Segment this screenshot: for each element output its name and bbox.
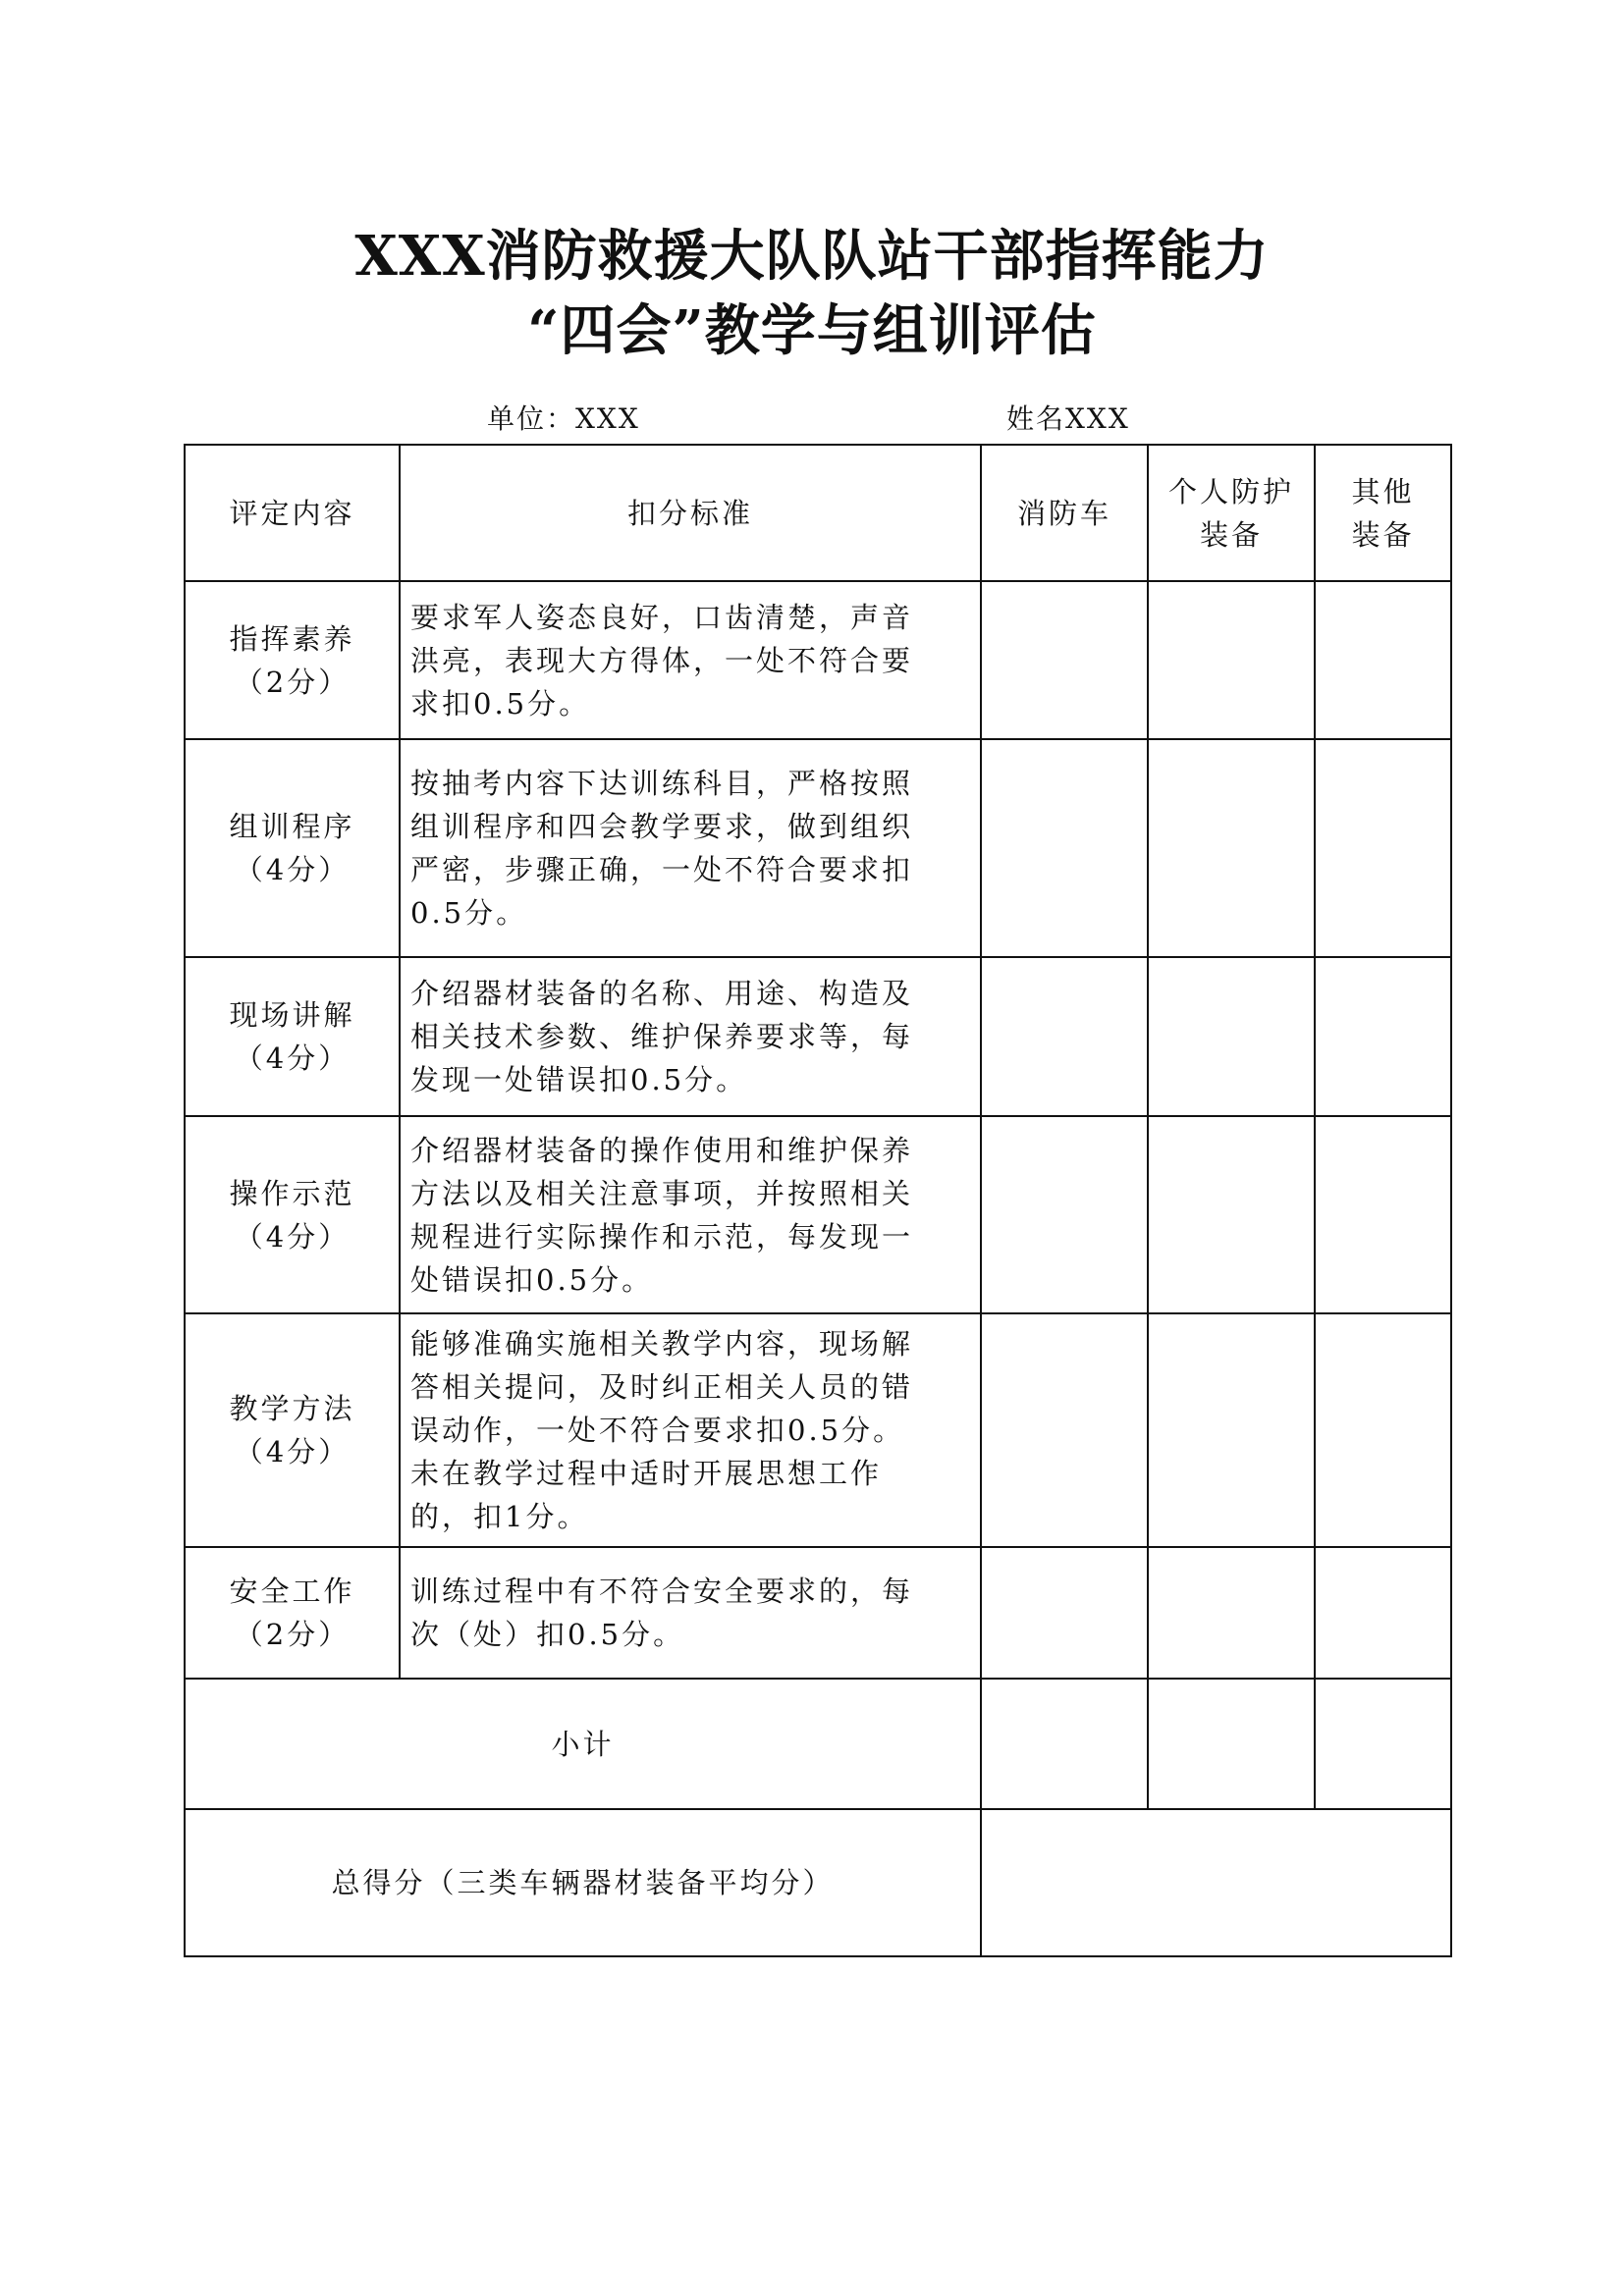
header-item: 评定内容 bbox=[185, 445, 400, 581]
score-personal-equipment-cell[interactable] bbox=[1148, 739, 1315, 957]
subtotal-label: 小计 bbox=[185, 1679, 981, 1809]
score-personal-equipment-cell[interactable] bbox=[1148, 1313, 1315, 1547]
score-personal-equipment-cell[interactable] bbox=[1148, 581, 1315, 739]
header-personal-equipment bbox=[1148, 445, 1315, 581]
criterion-cell bbox=[185, 957, 400, 1116]
standard-line: 方法以及相关注意事项，并按照相关 bbox=[410, 1176, 914, 1210]
standard-line: 次（处）扣0.5分。 bbox=[410, 1618, 685, 1651]
table-row bbox=[185, 957, 1451, 1116]
criterion-name: 指挥素养 bbox=[229, 621, 355, 656]
standard-line: 能够准确实施相关教学内容，现场解 bbox=[410, 1327, 914, 1361]
deduction-standard bbox=[400, 1547, 981, 1679]
deduction-standard bbox=[400, 581, 981, 739]
criterion-points: （2分） bbox=[234, 665, 351, 699]
score-other-equipment-cell[interactable] bbox=[1315, 1313, 1451, 1547]
criterion-name: 安全工作 bbox=[229, 1575, 355, 1608]
standard-line: 训练过程中有不符合安全要求的，每 bbox=[410, 1575, 914, 1608]
criterion-cell bbox=[185, 1313, 400, 1547]
criterion-name: 操作示范 bbox=[229, 1176, 355, 1210]
criterion-cell bbox=[185, 1547, 400, 1679]
score-fire-truck-cell[interactable] bbox=[981, 1547, 1148, 1679]
criterion-name: 教学方法 bbox=[229, 1392, 355, 1425]
header-text: 个人防护 bbox=[1167, 474, 1294, 508]
name-label: 姓名XXX bbox=[1006, 402, 1130, 435]
criterion-points: （4分） bbox=[234, 853, 351, 886]
subtotal-row bbox=[185, 1679, 1451, 1809]
score-fire-truck-cell[interactable] bbox=[981, 739, 1148, 957]
unit-label: 单位：XXX bbox=[487, 402, 640, 435]
document-title-line2: “四会”教学与组训评估 bbox=[527, 298, 1097, 363]
criterion-name: 现场讲解 bbox=[229, 998, 355, 1032]
standard-line: 误动作，一处不符合要求扣0.5分。 bbox=[410, 1414, 905, 1447]
standard-line: 严密，步骤正确，一处不符合要求扣 bbox=[410, 853, 914, 886]
header-text: 其他 bbox=[1351, 474, 1415, 508]
subtotal-personal-equipment-cell[interactable] bbox=[1148, 1679, 1315, 1809]
standard-line: 洪亮，表现大方得体，一处不符合要 bbox=[410, 643, 914, 677]
criterion-points: （2分） bbox=[234, 1618, 351, 1651]
standard-line: 按抽考内容下达训练科目，严格按照 bbox=[410, 767, 914, 800]
score-other-equipment-cell[interactable] bbox=[1315, 739, 1451, 957]
standard-line: 介绍器材装备的名称、用途、构造及 bbox=[410, 977, 914, 1010]
standard-line: 要求军人姿态良好，口齿清楚，声音 bbox=[410, 600, 914, 634]
criterion-cell bbox=[185, 1116, 400, 1313]
score-personal-equipment-cell[interactable] bbox=[1148, 1116, 1315, 1313]
score-other-equipment-cell[interactable] bbox=[1315, 1547, 1451, 1679]
deduction-standard bbox=[400, 957, 981, 1116]
standard-line: 未在教学过程中适时开展思想工作 bbox=[410, 1457, 883, 1490]
standard-line: 组训程序和四会教学要求，做到组织 bbox=[410, 810, 914, 843]
header-row bbox=[185, 445, 1451, 581]
criterion-points: （4分） bbox=[234, 1219, 351, 1254]
deduction-standard bbox=[400, 1313, 981, 1547]
score-personal-equipment-cell[interactable] bbox=[1148, 1547, 1315, 1679]
criterion-name: 组训程序 bbox=[229, 810, 355, 843]
table-row bbox=[185, 1313, 1451, 1547]
header-text: 装备 bbox=[1199, 517, 1263, 552]
total-label: 总得分（三类车辆器材装备平均分） bbox=[185, 1809, 981, 1956]
header-text: 装备 bbox=[1351, 517, 1415, 552]
standard-line: 处错误扣0.5分。 bbox=[410, 1262, 654, 1297]
criterion-points: （4分） bbox=[234, 1435, 351, 1468]
standard-line: 规程进行实际操作和示范，每发现一 bbox=[410, 1219, 914, 1254]
score-fire-truck-cell[interactable] bbox=[981, 581, 1148, 739]
table-row bbox=[185, 1116, 1451, 1313]
score-other-equipment-cell[interactable] bbox=[1315, 957, 1451, 1116]
total-row bbox=[185, 1809, 1451, 1956]
header-fire-truck: 消防车 bbox=[981, 445, 1148, 581]
standard-line: 介绍器材装备的操作使用和维护保养 bbox=[410, 1133, 914, 1167]
standard-line: 发现一处错误扣0.5分。 bbox=[410, 1063, 748, 1096]
criterion-cell bbox=[185, 581, 400, 739]
score-fire-truck-cell[interactable] bbox=[981, 1313, 1148, 1547]
document-title-line1: XXX消防救援大队队站干部指挥能力 bbox=[354, 224, 1270, 289]
subtotal-other-equipment-cell[interactable] bbox=[1315, 1679, 1451, 1809]
table-row bbox=[185, 1547, 1451, 1679]
deduction-standard bbox=[400, 739, 981, 957]
evaluation-table bbox=[184, 444, 1452, 1957]
subtotal-fire-truck-cell[interactable] bbox=[981, 1679, 1148, 1809]
score-fire-truck-cell[interactable] bbox=[981, 1116, 1148, 1313]
header-standard: 扣分标准 bbox=[400, 445, 981, 581]
standard-line: 答相关提问，及时纠正相关人员的错 bbox=[410, 1370, 914, 1404]
score-other-equipment-cell[interactable] bbox=[1315, 1116, 1451, 1313]
score-personal-equipment-cell[interactable] bbox=[1148, 957, 1315, 1116]
standard-line: 求扣0.5分。 bbox=[410, 686, 591, 721]
table-row bbox=[185, 581, 1451, 739]
standard-line: 0.5分。 bbox=[410, 896, 528, 930]
score-other-equipment-cell[interactable] bbox=[1315, 581, 1451, 739]
criterion-points: （4分） bbox=[234, 1041, 351, 1075]
standard-line: 的，扣1分。 bbox=[410, 1500, 589, 1533]
score-fire-truck-cell[interactable] bbox=[981, 957, 1148, 1116]
standard-line: 相关技术参数、维护保养要求等，每 bbox=[410, 1020, 914, 1053]
table-row bbox=[185, 739, 1451, 957]
total-score-cell[interactable] bbox=[981, 1809, 1451, 1956]
deduction-standard bbox=[400, 1116, 981, 1313]
header-other-equipment bbox=[1315, 445, 1451, 581]
criterion-cell bbox=[185, 739, 400, 957]
